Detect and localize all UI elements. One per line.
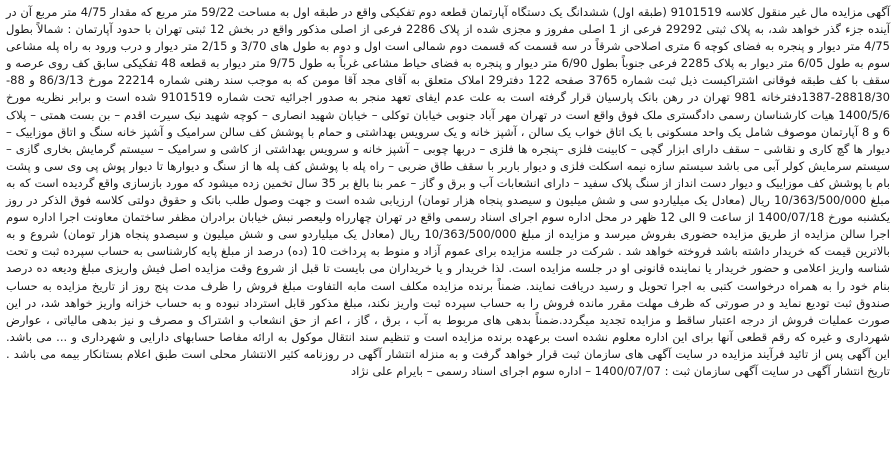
- notice-body-text: آگهی مزایده مال غیر منقول کلاسه 9101519 (طبقه اول) ششدانگ یک دستگاه آپارتمان قطعه دوم تفکیکی واقع در طبقه اول به مساحت 59/22 متر مربع که مقدار 4/75 متر مربع آن در آینده جزء گذر خواهد شد، به پلاک ثبتی 29292 فرعی از 1 اصلی مفروز و مجزی شده از پلاک 2286 فرعی از اصلی مذکور واقع در بخش 12 ثبتی تهران با حدود آپارتمان : شمالاً بطول 4/75 متر دیوار و پنجره به فضای کوچه 6 متری اصلاحی شرقاً در سه قسمت که قسمت دوم شمالی است اول و دوم به طول های 3/70 و 2/15 متر دیوار و درب ورود به راه پله مشاعی سوم به طول 6/05 متر دیوار به پلاک 2285 فرعی جنوباً بطول 6/90 متر دیوار و پنجره به فضای حیاط مشاعی غرباً به طول 9/75 متر دیوار به قطعه 48 تفکیکی سابق کف روی عرصه و سقف با کف طبقه فوقانی اشتراکیست ذیل ثبت شماره 3765 صفحه 122 دفتر29 املاک متعلق به آقای مجد آقا مومن که به موجب سند رهنی شماره 22214 مورخ 86/3/13 و 88-28818/30-1387دفترخانه 981 تهران در رهن بانک پارسیان قرار گرفته است به علت عدم ایفای تعهد منجر به صدور اجرائیه تحت شماره 9101519 شده است و برابر نظریه مورخ 1400/5/6 هیات کارشناسان رسمی دادگستری ملک فوق واقع است در تهران مهر آباد جنوبی خیابان توکلی – خیابان شهید انصاری – کوچه شهید نیک سیرت اقدم – بن بست همتی – پلاک 6 و 8 آپارتمان موصوف شامل یک واحد مسکونی با یک اتاق خواب یک سالن ، آشپز خانه و یک سرویس بهداشتی و حمام با پوشش کف سالن سرامیک و آشپز خانه سنگ و اتاق موزاییک – دیوار ها گچ کاری و نقاشی – سقف دارای ابزار گچی – کابینت فلزی –پنجره ها فلزی – دربها چوبی – آشپز خانه و سرویس بهداشتی از کاشی و سرامیک – سیستم گرمایش بخاری گازی – سیستم سرمایش کولر آبی می باشد سیستم سازه نیمه اسکلت فلزی و دیوار باربر با سقف طاق ضربی – راه پله با پوشش کف پله ها از سنگ و دیوارها تا دیوار پوش پی وی سی و پشت بام با پوشش کف موزاییک و دیوار دست انداز از سنگ پلاک سفید – دارای انشعابات آب و برق و گاز – عمر بنا بالغ بر 35 سال تخمین زده میشود که مورد بازسازی واقع گردیده است که به مبلغ 10/363/500/000 ریال (معادل یک میلیاردو سی و شش میلیون و سیصدو پنجاه هزار تومان) ارزیابی شده است و جهت وصول طلب بانک و حقوق دولتی کلاسه فوق الذکر در روز یکشنبه مورخ 1400/07/18 از ساعت 9 الی 12 ظهر در محل اداره سوم اجرای اسناد رسمی واقع در تهران چهارراه ولیعصر نبش خیابان برادران مظفر ساختمان معاونت اجرا اداره سوم اجرا سالن مزایده از طریق مزایده حضوری بفروش میرسد و مزایده از مبلغ 10/363/500/000 ریال (معادل یک میلیاردو سی و شش میلیون و سیصدو پنجاه هزار تومان) شروع و به بالاترین قیمت که خریدار داشته باشد فروخته خواهد شد . شرکت در جلسه مزایده برای عموم آزاد و منوط به پرداخت 10 (ده) درصد از مبلغ پایه کارشناسی به حساب سپرده ثبت و تحت شناسه واریز اعلامی و حضور خریدار یا نماینده قانونی او در جلسه مزایده است. لذا خریدار و یا خریداران می بایست تا قبل از شروع وقت مزایده اصل فیش واریزی مبلغ ودیعه ده درصد بنام خود را به همراه درخواست کتبی به اجرا تحویل و رسید دریافت نمایند. ضمناً برنده مزایده مکلف است مابه التفاوت مبلغ فروش را ظرف مدت پنج روز از تاریخ مزایده به حساب صندوق ثبت تودیع نماید و در صورتی که ظرف مهلت مقرر مانده فروش را به حساب سپرده ثبت واریز نکند، مبلغ مذکور قابل استرداد نبوده و به حساب خزانه واریز خواهد شد، در این صورت عملیات فروش از درجه اعتبار ساقط و مزایده تجدید میگردد.ضمناً بدهی های مربوط به آب ، برق ، گاز ، اعم از حق انشعاب و اشتراک و مصرف و نیز بدهی مالیاتی ، عوارض شهرداری و غیره که رقم قطعی آنها برای این اداره معلوم نشده است برعهده برنده مزایده است و تنظیم سند انتقال موکول به ارائه مفاصا حسابهای دارایی و شهرداری و ... می باشد. این آگهی پس از تائید فرآیند مزایده در سایت آگهی های سازمان ثبت قرار خواهد گرفت و به منزله انتشار آگهی در روزنامه کثیر الانتشار محلی است طبق اعلام بستانکار بیمه می باشد . تاریخ انتشار آگهی در سایت آگهی سازمان ثبت : 1400/07/07 – اداره سوم اجرای اسناد رسمی – بایرام علی نژاد: [6, 5, 891, 378]
